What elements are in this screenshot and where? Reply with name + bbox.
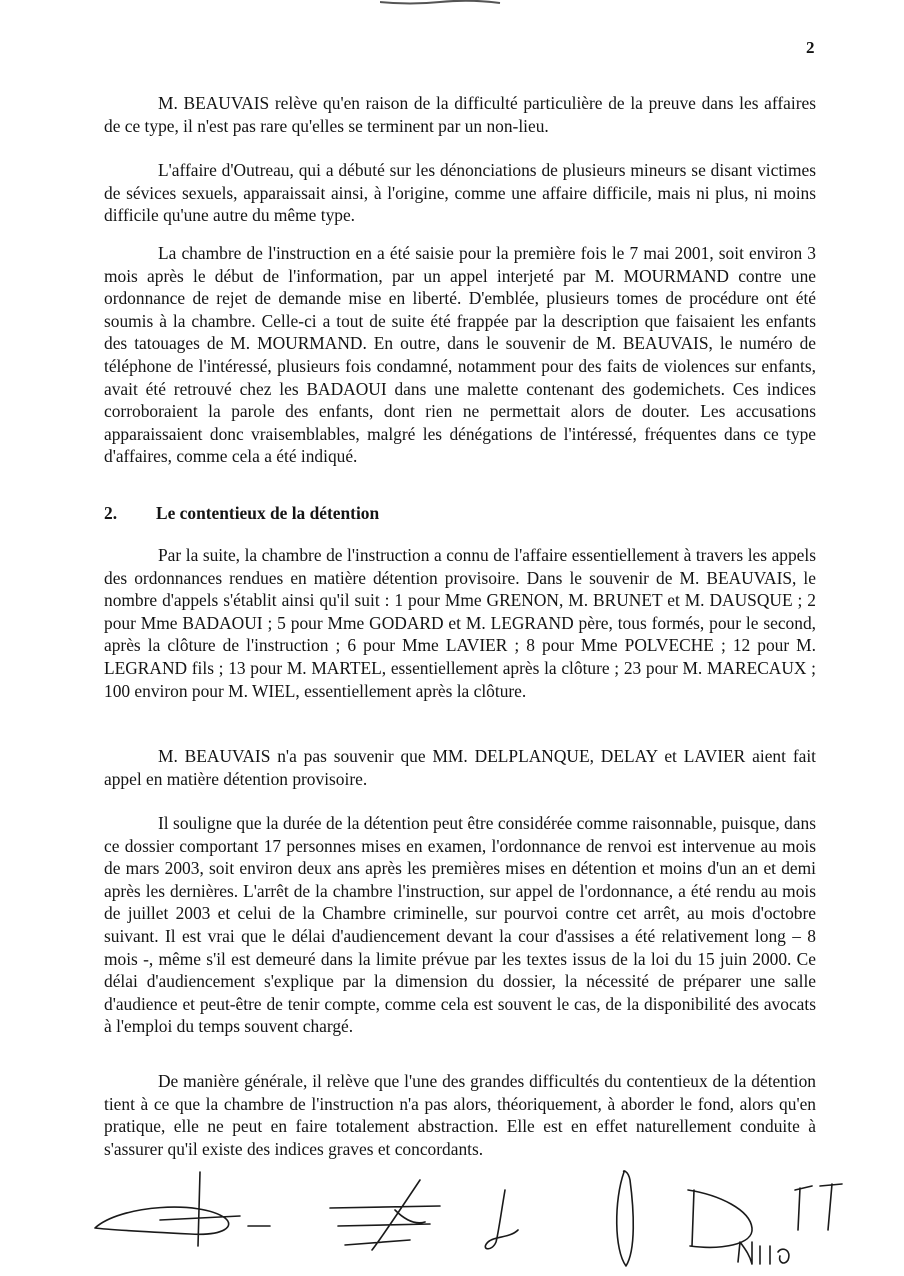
paragraph — [104, 812, 816, 1038]
paragraph-text: Il souligne que la durée de la détention peut être considérée comme raisonnable, puisque, dans ce dossier comportant 17 personnes mises en examen, l'ordonnance de renvoi est intervenue au mois de mars 2003, soit environ deux ans après les premières mises en détention et moins d'un an et demi après les dernières. L'arrêt de la chambre l'instruction, sur appel de l'ordonnance, a été rendu au mois de juillet 2003 et celui de la Chambre criminelle, sur pourvoi contre cet arrêt, au mois d'octobre suivant. Il est vrai que le délai d'audiencement devant la cour d'assises a été relativement long – 8 mois -, même s'il est demeuré dans la limite prévue par les textes issus de la loi du 15 juin 2000. Ce délai d'audiencement s'explique par la dimension du dossier, la nécessité de préparer une salle d'audience et peut-être de tenir compte, comme cela est souvent le cas, de la disponibilité des avocats à l'emploi du temps souvent chargé. — [104, 813, 816, 1037]
paragraph-text: M. BEAUVAIS relève qu'en raison de la difficulté particulière de la preuve dans les affaires de ce type, il n'est pas rare qu'elles se terminent par un non-lieu. — [104, 93, 816, 136]
section-heading — [104, 503, 379, 524]
paragraph-text: De manière générale, il relève que l'une des grandes difficultés du contentieux de la détention tient à ce que la chambre de l'instruction n'a pas alors, théoriquement, à aborder le fond, alors qu'en pratique, elle ne peut en faire totalement abstraction. Elle est en effet naturellement conduite à s'assurer qu'il existe des indices graves et concordants. — [104, 1071, 816, 1159]
paragraph — [104, 159, 816, 227]
section-number: 2. — [104, 503, 118, 523]
section-title: Le contentieux de la détention — [156, 503, 380, 523]
scan-artifact — [380, 0, 520, 6]
paragraph — [104, 1070, 816, 1160]
paragraph-text: Par la suite, la chambre de l'instruction a connu de l'affaire essentiellement à travers les appels des ordonnances rendues en matière détention provisoire. Dans le souvenir de M. BEAUVAIS, le nombre d'appels s'établit ainsi qu'il suit : 1 pour Mme GRENON, M. BRUNET et M. DAUSQUE ; 2 pour Mme BADAOUI ; 5 pour Mme GODARD et M. LEGRAND père, tous formés, pour le second, après la clôture de l'instruction ; 6 pour Mme LAVIER ; 8 pour Mme POLVECHE ; 12 pour M. LEGRAND fils ; 13 pour M. MARTEL, essentiellement après la clôture ; 23 pour M. MARECAUX ; 100 environ pour M. WIEL, essentiellement après la clôture. — [104, 545, 816, 701]
paragraph-text: M. BEAUVAIS n'a pas souvenir que MM. DELPLANQUE, DELAY et LAVIER aient fait appel en matière détention provisoire. — [104, 746, 816, 789]
handwritten-signatures — [0, 1150, 904, 1276]
signature-6 — [795, 1184, 842, 1230]
signature-7 — [738, 1242, 789, 1264]
paragraph — [104, 544, 816, 702]
signature-4 — [617, 1171, 634, 1266]
paragraph-text: L'affaire d'Outreau, qui a débuté sur les dénonciations de plusieurs mineurs se disant victimes de sévices sexuels, apparaissait ainsi, à l'origine, comme une affaire difficile, mais ni plus, ni moins difficile qu'une autre du même type. — [104, 160, 816, 226]
page-number: 2 — [806, 38, 815, 57]
paragraph — [104, 92, 816, 137]
signature-2 — [330, 1180, 440, 1250]
paragraph-text: La chambre de l'instruction en a été saisie pour la première fois le 7 mai 2001, soit environ 3 mois après le début de l'information, par un appel interjeté par M. MOURMAND contre une ordonnance de rejet de demande mise en liberté. D'emblée, plusieurs tomes de procédure ont été soumis à la chambre. Celle-ci a tout de suite été frappée par la description que faisaient les enfants des tatouages de M. MOURMAND. En outre, dans le souvenir de M. BEAUVAIS, le numéro de téléphone de l'intéressé, plusieurs fois condamné, notamment pour des faits de violences sur enfants, avait été retrouvé chez les BADAOUI dans une malette contenant des godemichets. Ces indices corroboraient la parole des enfants, dont rien ne permettait alors de douter. Les accusations apparaissaient donc vraisemblables, malgré les dénégations de l'intéressé, fréquentes dans ce type d'affaires, comme cela a été indiqué. — [104, 243, 816, 467]
signature-1 — [95, 1172, 270, 1246]
paragraph — [104, 242, 816, 468]
signature-3 — [485, 1190, 518, 1249]
paragraph — [104, 745, 816, 790]
signature-5 — [688, 1190, 752, 1247]
